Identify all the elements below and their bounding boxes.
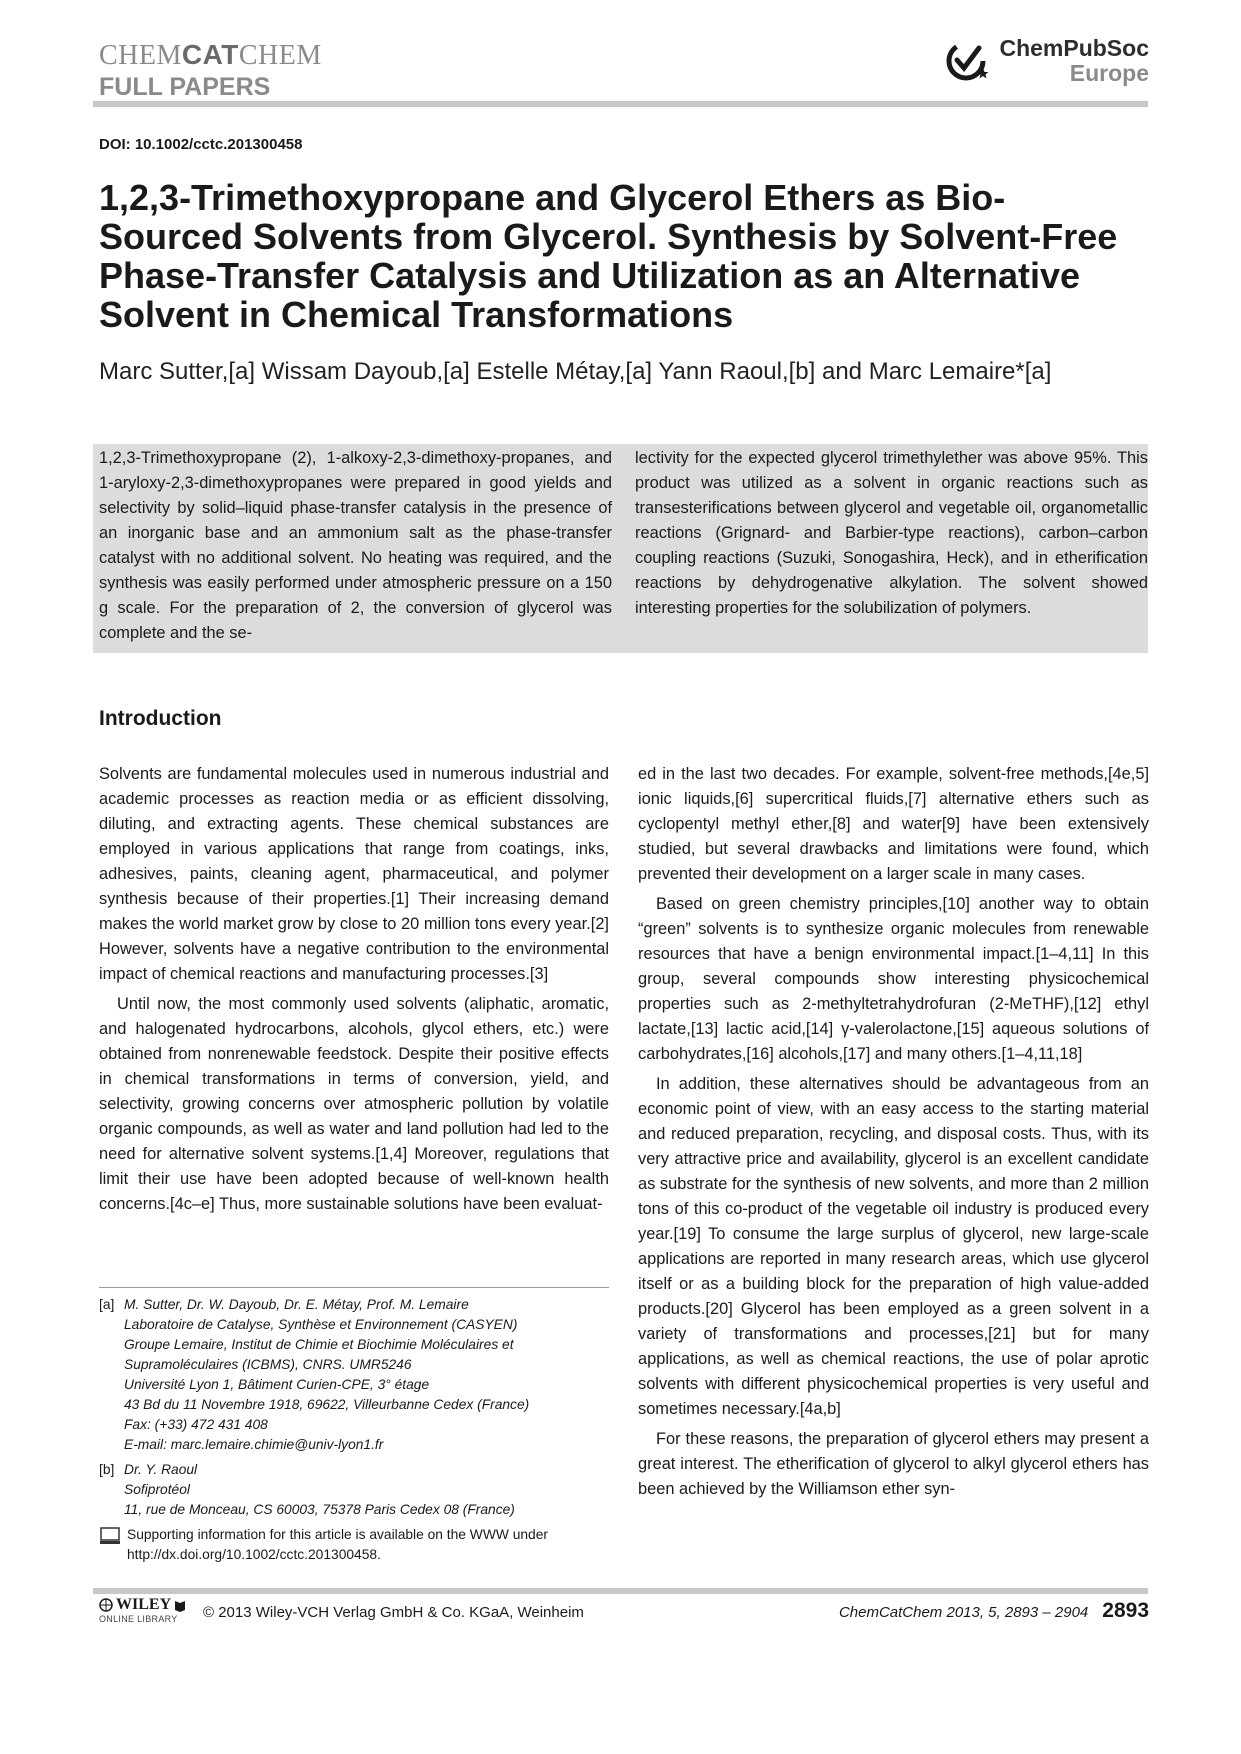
open-book-icon xyxy=(174,1598,186,1612)
abstract-box xyxy=(93,444,1148,653)
body-column-right xyxy=(638,762,1149,1502)
supporting-info-line: Supporting information for this article is available on the WWW under xyxy=(127,1527,548,1542)
footnote-line: 11, rue de Monceau, CS 60003, 75378 Paris Cedex 08 (France) xyxy=(124,1502,515,1517)
body-paragraph: Based on green chemistry principles,[10] another way to obtain “green” solvents is to synthesize organic molecules from renewable resources that have a benign environmental impact.[1–4,11] In this group, several compounds show interesting physicochemical properties such as 2-methyltetrahydrofuran (2-MeTHF),[12] ethyl lactate,[13] lactic acid,[14] γ-valerolactone,[15] aqueous solutions of carbohydrates,[16] alcohols,[17] and many others.[1–4,11,18] xyxy=(638,895,1149,1063)
journal-name-part1: CHEM xyxy=(99,40,182,71)
footnote-line: M. Sutter, Dr. W. Dayoub, Dr. E. Métay, Prof. M. Lemaire xyxy=(124,1297,469,1312)
journal-citation: ChemCatChem 2013, 5, 2893 – 2904 xyxy=(838,1604,1089,1621)
footnote-line: 43 Bd du 11 Novembre 1918, 69622, Villeurbanne Cedex (France) xyxy=(124,1397,530,1412)
wiley-name: WILEY xyxy=(116,1596,172,1613)
body-paragraph: In addition, these alternatives should be advantageous from an economic point of view, with an easy access to the starting material and reduced preparation, recycling, and disposal costs. Thus, with its very attractive price and availability, glycerol is an excellent candidate as substrate for the synthesis of new solvents, and more than 2 million tons of this co-product of the vegetable oil industry is produced every year.[19] To consume the large surplus of glycerol, new large-scale applications are reported in many research areas, which use glycerol itself or as a building block for the preparation of high value-added products.[20] Glycerol has been employed as a green solvent in a variety of transformations and processes,[21] but for many applications, as well as chemical reactions, the use of polar aprotic solvents with different physicochemical properties is very useful and sometimes necessary.[4a,b] xyxy=(638,1075,1149,1418)
abstract-column-left: 1,2,3-Trimethoxypropane (2), 1-alkoxy-2,3-dimethoxy-propanes, and 1-aryloxy-2,3-dimethoxypropanes were prepared in good yields and selectivity by solid–liquid phase-transfer catalysis in the presence of an inorganic base and an ammonium salt as the phase-transfer catalyst with no additional solvent. No heating was required, and the synthesis was easily performed under atmospheric pressure on a 150 g scale. For the preparation of 2, the conversion of glycerol was complete and the se- xyxy=(99,449,612,642)
wiley-wordmark xyxy=(99,1598,191,1612)
body-paragraph: Until now, the most commonly used solvents (aliphatic, aromatic, and halogenated hydrocarbons, alcohols, glycol ethers, etc.) were obtained from nonrenewable feedstock. Despite their positive effects in chemical transformations in terms of conversion, yield, and selectivity, growing concerns over atmospheric pollution by volatile organic compounds, as well as water and land pollution had led to the need for alternative solvent systems.[1,4] Moreover, regulations that limit their use have been adopted because of well-known health concerns.[4c–e] Thus, more sustainable solutions have been evaluat- xyxy=(99,995,609,1213)
wiley-online-library: ONLINE LIBRARY xyxy=(99,1614,178,1624)
footer-right xyxy=(839,1599,1149,1623)
footnote-line: Fax: (+33) 472 431 408 xyxy=(124,1417,268,1432)
body-paragraph: For these reasons, the preparation of glycerol ethers may present a great interest. The etherification of glycerol to alkyl glycerol ethers has been achieved by the Williamson ether syn- xyxy=(638,1430,1149,1498)
article-title: 1,2,3-Trimethoxypropane and Glycerol Ethers as Bio-Sourced Solvents from Glycerol. Synthesis by Solvent-Free Phase-Transfer Catalysis and Utilization as an Alternative Solvent in Chemical Transformations xyxy=(99,177,1118,335)
footnote-line: Supramoléculaires (ICBMS), CNRS. UMR5246 xyxy=(124,1357,412,1372)
supporting-info-text xyxy=(127,1525,548,1565)
wiley-globe-icon xyxy=(99,1598,113,1612)
article-doi: DOI: 10.1002/cctc.201300458 xyxy=(99,136,303,153)
footer-divider xyxy=(93,1588,1148,1594)
footnote-a xyxy=(99,1295,614,1455)
footnote-body xyxy=(124,1460,614,1520)
footnote-divider xyxy=(99,1287,609,1288)
publisher-name: ChemPubSoc xyxy=(999,35,1149,61)
footnote-line: Sofiprotéol xyxy=(124,1482,190,1497)
body-paragraph: ed in the last two decades. For example, solvent-free methods,[4e,5] ionic liquids,[6] supercritical fluids,[7] alternative ethers such as cyclopentyl methyl ether,[8] and water[9] have been extensively studied, but several drawbacks and limitations were found, which prevented their development on a larger scale in many cases. xyxy=(638,765,1149,883)
introduction-heading: Introduction xyxy=(99,707,222,730)
footnote-line: Dr. Y. Raoul xyxy=(124,1462,198,1477)
supporting-info-link[interactable]: http://dx.doi.org/10.1002/cctc.201300458. xyxy=(127,1547,381,1562)
footnote-line: Groupe Lemaire, Institut de Chimie et Biochimie Moléculaires et xyxy=(124,1337,514,1352)
journal-name-part3: CHEM xyxy=(238,40,322,71)
footnote-line: Université Lyon 1, Bâtiment Curien-CPE, 3° étage xyxy=(124,1377,430,1392)
page-number: 2893 xyxy=(1102,1599,1149,1622)
footnote-email[interactable]: E-mail: marc.lemaire.chimie@univ-lyon1.fr xyxy=(124,1437,384,1452)
footer-left xyxy=(99,1598,584,1626)
publisher-text xyxy=(999,36,1149,86)
footnote-label: [b] xyxy=(99,1462,115,1477)
journal-masthead xyxy=(99,40,322,101)
body-column-left xyxy=(99,762,609,1217)
journal-name-part2: CAT xyxy=(181,39,239,70)
supporting-info-note xyxy=(99,1525,614,1565)
computer-monitor-icon xyxy=(99,1527,121,1545)
article-authors: Marc Sutter,[a] Wissam Dayoub,[a] Estelle Métay,[a] Yann Raoul,[b] and Marc Lemaire*[a] xyxy=(99,358,1052,385)
copyright-notice: © 2013 Wiley-VCH Verlag GmbH & Co. KGaA, Weinheim xyxy=(203,1603,584,1621)
header-divider xyxy=(93,101,1148,107)
affiliation-footnotes xyxy=(99,1295,614,1565)
abstract-column-right: lectivity for the expected glycerol trimethylether was above 95%. This product was utilized as a solvent in organic reactions such as transesterifications between glycerol and vegetable oil, organometallic reactions (Grignard- and Barbier-type reactions), carbon–carbon coupling reactions (Suzuki, Sonogashira, Heck), and in etherification reactions by dehydrogenative alkylation. The solvent showed interesting properties for the solubilization of polymers. xyxy=(635,449,1148,617)
footnote-line: Laboratoire de Catalyse, Synthèse et Environnement (CASYEN) xyxy=(124,1317,518,1332)
footnote-body xyxy=(124,1295,614,1455)
publisher-region: Europe xyxy=(1069,60,1149,86)
wiley-logo xyxy=(99,1598,191,1626)
publisher-logo-block xyxy=(945,36,1149,86)
section-label: FULL PAPERS xyxy=(99,73,271,101)
body-paragraph: Solvents are fundamental molecules used in numerous industrial and academic processes as reaction media or as efficient dissolving, diluting, and extracting agents. These chemical substances are employed in various applications that range from coatings, inks, adhesives, paints, cleaning agent, pharmaceutical, and polymer synthesis because of their properties.[1] Their increasing demand makes the world market grow by close to 20 million tons every year.[2] However, solvents have a negative contribution to the environmental impact of chemical reactions and manufacturing processes.[3] xyxy=(99,765,609,983)
journal-name xyxy=(99,40,322,71)
publisher-seal-icon xyxy=(945,38,991,84)
footnote-b xyxy=(99,1460,614,1520)
footnote-label: [a] xyxy=(99,1297,115,1312)
